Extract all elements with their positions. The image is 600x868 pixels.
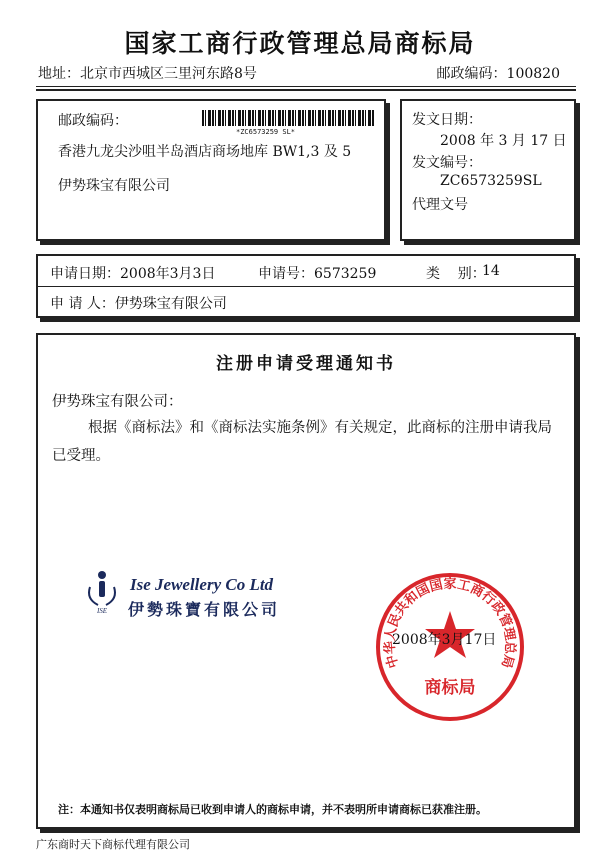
header-divider xyxy=(36,86,576,87)
notice-body-line1: 根据《商标法》和《商标法实施条例》有关规定，此商标的注册申请我局 xyxy=(88,420,552,436)
seal-center-text: 商标局 xyxy=(424,678,476,698)
recipient-address: 香港九龙尖沙咀半岛酒店商场地库 BW1,3 及 5 xyxy=(58,144,352,160)
issue-number-label: 发文编号： xyxy=(412,155,482,171)
notice-date: 2008年3月17日 xyxy=(392,632,497,648)
recipient-box xyxy=(36,99,386,241)
application-number: 申请号：6573259 xyxy=(258,266,377,282)
application-info-box xyxy=(36,254,576,318)
issue-number-value: ZC6573259SL xyxy=(440,173,542,189)
class-label: 类 别： xyxy=(426,266,486,282)
header-divider-thick xyxy=(36,89,576,91)
issue-date-label: 发文日期： xyxy=(412,112,482,128)
notice-box xyxy=(36,333,576,829)
logo-mark-text: ISE xyxy=(96,607,108,615)
notice-footnote: 注：本通知书仅表明商标局已收到申请人的商标申请，并不表明所申请商标已获准注册。 xyxy=(58,803,487,816)
office-postal-code: 邮政编码：100820 xyxy=(436,66,560,82)
recipient-postal-label: 邮政编码： xyxy=(58,113,128,129)
recipient-name: 伊势珠宝有限公司 xyxy=(58,178,170,194)
barcode-text: *ZC6573259 SL* xyxy=(236,128,296,136)
page-title: 国家工商行政管理总局商标局 xyxy=(124,29,476,58)
class-value: 14 xyxy=(482,263,500,279)
info-divider xyxy=(38,286,574,287)
barcode xyxy=(202,110,374,126)
agency-footer: 广东商时天下商标代理有限公司 xyxy=(36,838,190,851)
notice-body-line2: 已受理。 xyxy=(52,448,110,464)
application-date: 申请日期：2008年3月3日 xyxy=(50,266,216,282)
notice-salutation: 伊势珠宝有限公司： xyxy=(52,394,183,410)
agent-number-label: 代理文号 xyxy=(412,197,468,213)
ise-logo-icon xyxy=(84,569,124,619)
logo-english: Ise Jewellery Co Ltd xyxy=(130,575,274,594)
applicant: 申 请 人：伊势珠宝有限公司 xyxy=(50,296,227,312)
issuance-box xyxy=(400,99,576,241)
seal-arc-text: 中华人民共和国国家工商行政管理总局 xyxy=(382,577,518,670)
issue-date-value: 2008 年 3 月 17 日 xyxy=(440,133,567,149)
notice-title: 注册申请受理通知书 xyxy=(216,354,396,374)
logo-chinese: 伊勢珠寶有限公司 xyxy=(128,600,281,619)
office-address: 地址：北京市西城区三里河东路8号 xyxy=(38,66,257,82)
